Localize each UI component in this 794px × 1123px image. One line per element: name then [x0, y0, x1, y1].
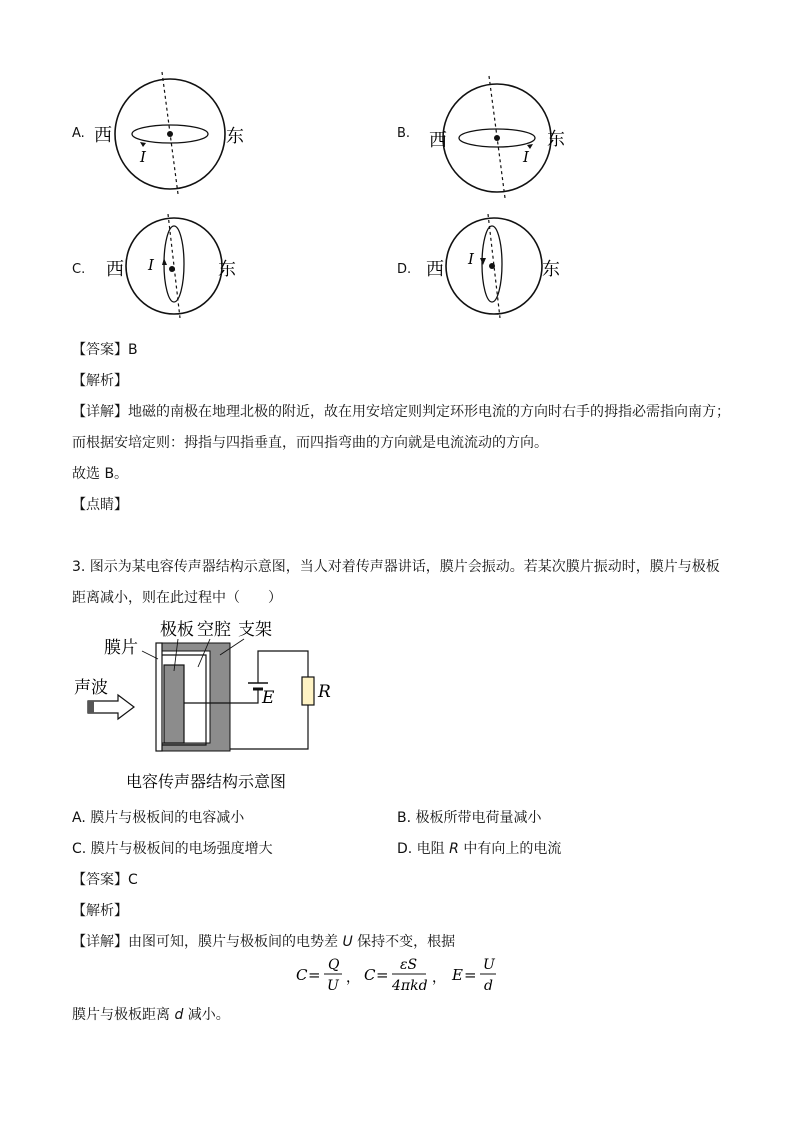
formula-sep-1: ， — [346, 970, 360, 986]
west-label: 西 — [429, 130, 447, 151]
east-label: 东 — [226, 126, 244, 147]
center-dot — [489, 263, 495, 269]
figure-caption: 电容传声器结构示意图 — [126, 772, 287, 791]
option-c-label: C. — [72, 262, 86, 277]
current-arrow-icon — [140, 142, 146, 147]
q2-conclusion: 故选 B。 — [72, 466, 129, 482]
current-label: I — [523, 148, 529, 166]
center-dot — [167, 131, 173, 137]
current-label: I — [140, 148, 146, 166]
formula-e-num: U — [483, 957, 495, 973]
q3-last-d: d — [174, 1007, 184, 1023]
q3-option-a: A. 膜片与极板间的电容减小 — [72, 810, 245, 826]
q3-option-c: C. 膜片与极板间的电场强度增大 — [72, 841, 273, 857]
earth-circle — [126, 218, 222, 314]
current-label: I — [148, 256, 154, 274]
q3-detail — [72, 931, 455, 951]
option-b-label: B. — [397, 126, 411, 141]
q3-stem-line1: 3. 图示为某电容传声器结构示意图，当人对着传声器讲话，膜片会振动。若某次膜片振动时，膜片与极板 — [72, 559, 720, 575]
q2-answer: 【答案】B — [72, 342, 138, 358]
q3-answer: 【答案】C — [72, 872, 138, 888]
current-label: I — [468, 250, 474, 268]
formula-c2-num: εS — [400, 957, 418, 973]
formula-eq: = — [376, 966, 389, 984]
formula-e-lhs: E — [452, 966, 463, 984]
plate-label: 极板 — [160, 620, 194, 640]
membrane-label: 膜片 — [104, 638, 138, 658]
q3-detail-pre: 【详解】由图可知，膜片与极板间的电势差 — [72, 934, 343, 950]
option-b-diagram — [425, 74, 575, 199]
q3-option-b: B. 极板所带电荷量减小 — [397, 810, 542, 826]
option-a-diagram — [90, 70, 260, 195]
center-dot — [169, 266, 175, 272]
q3-last-pre: 膜片与极板距离 — [72, 1007, 175, 1023]
q2-detail-line2: 而根据安培定则：拇指与四指垂直，而四指弯曲的方向就是电流流动的方向。 — [72, 435, 548, 451]
q3-option-d-r: R — [449, 841, 459, 857]
q2-detail-line1: 【详解】地磁的南极在地理北极的附近，故在用安培定则判定环形电流的方向时右手的拇指必需指向南方； — [72, 404, 730, 420]
q3-option-d — [397, 838, 561, 858]
membrane — [156, 643, 162, 751]
east-label: 东 — [218, 259, 236, 280]
formula-c1-num: Q — [328, 957, 340, 973]
q3-last-line — [72, 1004, 230, 1024]
current-arrow-icon — [480, 258, 486, 265]
option-d-label: D. — [397, 262, 412, 277]
capacitance-formula — [294, 954, 504, 998]
east-label: 东 — [542, 259, 560, 280]
sound-arrow-tail — [88, 701, 94, 713]
q3-option-d-post: 中有向上的电流 — [458, 841, 562, 857]
emf-label: E — [262, 688, 275, 708]
west-label: 西 — [426, 259, 444, 280]
formula-c2-den: 4πkd — [392, 978, 428, 994]
q3-last-post: 减小。 — [183, 1007, 230, 1023]
q3-detail-post: 保持不变，根据 — [352, 934, 456, 950]
resistor-label: R — [318, 682, 331, 702]
formula-c1-den: U — [327, 978, 339, 994]
formula-c1-lhs: C — [296, 966, 308, 984]
q3-detail-u: U — [342, 934, 353, 950]
formula-c2-lhs: C — [364, 966, 376, 984]
circuit-wire — [258, 651, 308, 683]
option-c-diagram — [104, 214, 254, 318]
cavity-label: 空腔 — [197, 620, 231, 640]
resistor — [302, 677, 314, 705]
formula-eq: = — [308, 966, 321, 984]
option-a-label: A. — [72, 126, 85, 141]
west-label: 西 — [94, 125, 112, 146]
q3-stem-line2: 距离减小，则在此过程中（ ） — [72, 590, 282, 606]
capacitor-microphone-diagram — [70, 615, 360, 795]
sound-arrow-icon — [88, 695, 134, 719]
q3-analysis-heading: 【解析】 — [72, 903, 128, 919]
east-label: 东 — [547, 129, 565, 150]
electrode-plate — [164, 665, 184, 743]
q3-option-d-pre: D. 电阻 — [397, 841, 450, 857]
center-dot — [494, 135, 500, 141]
sound-label: 声波 — [74, 678, 108, 698]
option-d-diagram — [424, 214, 574, 318]
circuit-wire — [230, 705, 308, 749]
formula-sep-2: ， — [432, 970, 446, 986]
bracket-label: 支架 — [238, 620, 272, 640]
formula-eq: = — [464, 966, 477, 984]
formula-e-den: d — [484, 978, 493, 994]
q2-analysis-heading: 【解析】 — [72, 373, 128, 389]
west-label: 西 — [106, 259, 124, 280]
q2-tip-heading: 【点睛】 — [72, 497, 128, 513]
